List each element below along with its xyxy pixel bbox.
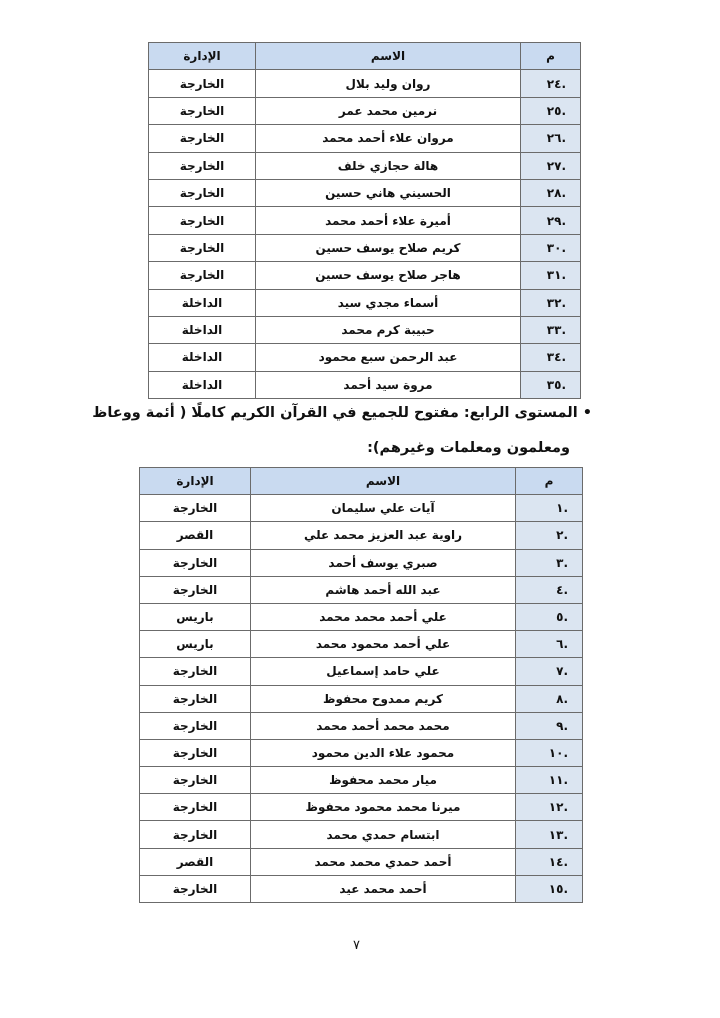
section-heading-line2: ومعلمون ومعلمات وغيرهم): [367,440,570,456]
row-administration: الخارجة [140,739,251,766]
row-name: راوية عبد العزيز محمد علي [251,522,516,549]
table-row [149,152,581,179]
table-header [140,468,583,495]
header-name: الاسم [256,43,521,70]
row-administration: الداخلة [149,371,256,398]
table-row [140,848,583,875]
row-name: ميرنا محمد محمود محفوظ [251,794,516,821]
row-name: ابتسام حمدي محمد [251,821,516,848]
row-administration: القصر [140,522,251,549]
row-name: علي أحمد محمود محمد [251,631,516,658]
row-name: عبد الرحمن سبع محمود [256,344,521,371]
row-number: .٢٧ [521,152,581,179]
table-row [140,767,583,794]
row-name: كريم ممدوح محفوظ [251,685,516,712]
row-number: .٣ [516,549,583,576]
row-administration: الداخلة [149,316,256,343]
table-row [149,262,581,289]
table-row [140,712,583,739]
row-number: .١٣ [516,821,583,848]
row-name: صبري يوسف أحمد [251,549,516,576]
table-row [140,685,583,712]
row-name: علي حامد إسماعيل [251,658,516,685]
row-number: .٢٦ [521,125,581,152]
header-num: م [516,468,583,495]
row-name: كريم صلاح يوسف حسين [256,234,521,261]
table-row [149,316,581,343]
row-administration: الخارجة [140,495,251,522]
row-number: .٢٩ [521,207,581,234]
header-admin: الإدارة [140,468,251,495]
header-num: م [521,43,581,70]
row-name: نرمين محمد عمر [256,97,521,124]
row-administration: الداخلة [149,344,256,371]
table-row [149,207,581,234]
row-name: هاجر صلاح يوسف حسين [256,262,521,289]
table-row [140,549,583,576]
row-administration: الخارجة [140,821,251,848]
row-number: .٣٣ [521,316,581,343]
table-row [149,125,581,152]
row-number: .٤ [516,576,583,603]
row-number: .٢ [516,522,583,549]
row-number: .٥ [516,603,583,630]
row-name: عبد الله أحمد هاشم [251,576,516,603]
row-number: .١ [516,495,583,522]
row-name: الحسيني هاني حسين [256,179,521,206]
row-name: محمود علاء الدين محمود [251,739,516,766]
row-number: .٢٨ [521,179,581,206]
row-name: مروة سيد أحمد [256,371,521,398]
participants-table-2 [139,467,583,903]
table-row [140,821,583,848]
header-name: الاسم [251,468,516,495]
row-number: .٣٢ [521,289,581,316]
row-administration: الخارجة [140,658,251,685]
table-row [140,576,583,603]
row-number: .١١ [516,767,583,794]
row-number: .١٤ [516,848,583,875]
row-administration: الخارجة [149,179,256,206]
table-row [149,344,581,371]
section-heading-line1: • المستوى الرابع: مفتوح للجميع في القرآن الكريم كاملًا ( أئمة ووعاظ [92,405,592,421]
row-administration: الخارجة [140,875,251,902]
row-number: .٦ [516,631,583,658]
row-number: .٣١ [521,262,581,289]
row-name: مروان علاء أحمد محمد [256,125,521,152]
table-row [140,739,583,766]
row-administration: الخارجة [140,576,251,603]
row-name: محمد محمد أحمد محمد [251,712,516,739]
row-administration: الداخلة [149,289,256,316]
row-number: .٣٤ [521,344,581,371]
page-number: ٧ [353,938,360,953]
table-header [149,43,581,70]
row-administration: الخارجة [140,549,251,576]
row-number: .١٠ [516,739,583,766]
row-administration: الخارجة [149,97,256,124]
table-row [140,794,583,821]
row-number: .٢٤ [521,70,581,97]
table-row [149,371,581,398]
row-administration: الخارجة [140,685,251,712]
row-administration: الخارجة [140,794,251,821]
table-row [149,289,581,316]
row-number: .١٥ [516,875,583,902]
header-admin: الإدارة [149,43,256,70]
row-name: روان وليد بلال [256,70,521,97]
row-administration: الخارجة [149,262,256,289]
table-row [140,875,583,902]
table-row [140,631,583,658]
participants-table-1 [148,42,581,399]
row-administration: الخارجة [149,70,256,97]
row-name: حبيبة كرم محمد [256,316,521,343]
row-number: .١٢ [516,794,583,821]
table-row [140,495,583,522]
row-administration: القصر [140,848,251,875]
row-number: .٩ [516,712,583,739]
row-name: أحمد محمد عيد [251,875,516,902]
row-administration: الخارجة [149,152,256,179]
row-administration: باريس [140,603,251,630]
table-row [149,97,581,124]
row-administration: باريس [140,631,251,658]
row-administration: الخارجة [140,712,251,739]
row-number: .٣٠ [521,234,581,261]
table-row [140,603,583,630]
table-row [149,70,581,97]
row-name: أسماء مجدي سيد [256,289,521,316]
row-name: علي أحمد محمد محمد [251,603,516,630]
row-administration: الخارجة [140,767,251,794]
row-administration: الخارجة [149,234,256,261]
row-name: أميرة علاء أحمد محمد [256,207,521,234]
row-name: آيات علي سليمان [251,495,516,522]
table-row [140,522,583,549]
row-number: .٧ [516,658,583,685]
table-row [149,234,581,261]
row-number: .٢٥ [521,97,581,124]
row-number: .٨ [516,685,583,712]
row-name: ميار محمد محفوظ [251,767,516,794]
table-row [140,658,583,685]
row-name: هالة حجازي خلف [256,152,521,179]
table-row [149,179,581,206]
row-administration: الخارجة [149,207,256,234]
row-administration: الخارجة [149,125,256,152]
row-name: أحمد حمدي محمد محمد [251,848,516,875]
row-number: .٣٥ [521,371,581,398]
